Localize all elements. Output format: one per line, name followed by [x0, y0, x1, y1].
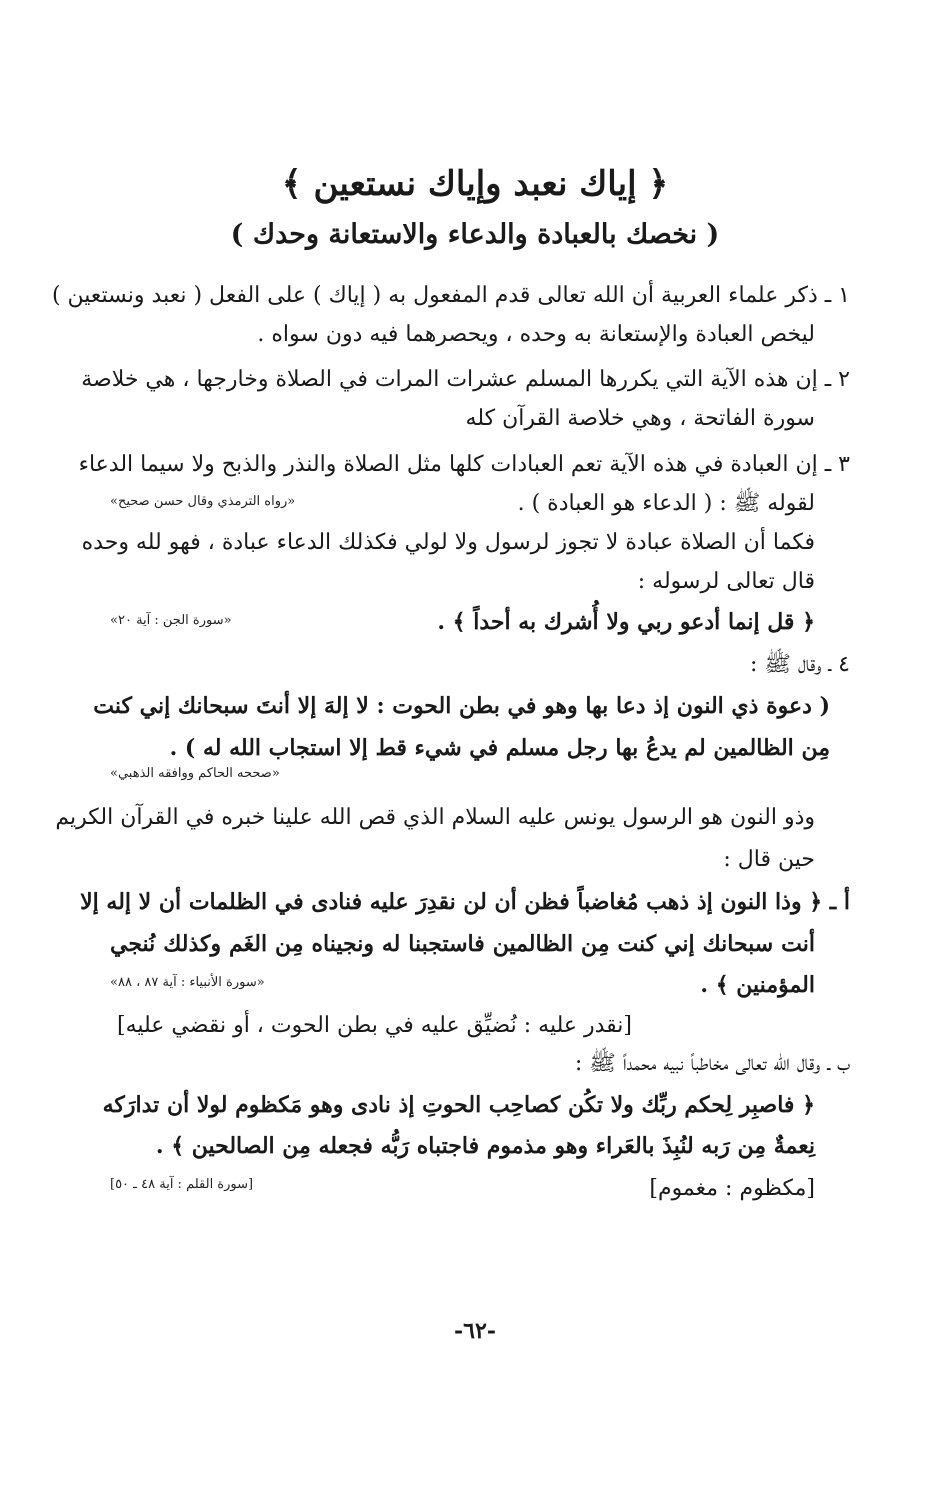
point-b-line-2: ﴿ فاصبِر لِحكم ربِّك ولا تكُن كصاحِب الحوتِ إذ نادى وهو مَكظوم لولا أن تدارَكه [102, 1092, 815, 1118]
point-a-line-1: أ ـ ﴿ وذا النون إذ ذهب مُغاضباً فظن أن لن نقدِرَ عليه فنادى في الظلمات أن لا إله إلا [80, 889, 850, 915]
paragraph-1-line-2: ليخص العبادة والإستعانة به وحده ، ويحصرهما فيه دون سواه . [257, 322, 815, 347]
paragraph-3-line-1: ٣ ـ إن العبادة في هذه الآية تعم العبادات كلها مثل الصلاة والنذر والذبح ولا سيما الدعاء [78, 452, 850, 477]
point-a-line-2: أنت سبحانك إني كنت مِن الظالمين فاستجبنا له ونجيناه مِن الغَم وكذلك نُنجي [110, 931, 815, 957]
paragraph-1-line-1: ١ ـ ذكر علماء العربية أن الله تعالى قدم المفعول به ( إياك ) على الفعل ( نعبد ونستعين ) [51, 283, 850, 308]
paragraph-3-line-2: لقوله ﷺ : ( الدعاء هو العبادة ) . [517, 491, 815, 516]
point-a-line-3: المؤمنين ﴾ . [700, 972, 815, 998]
verse-citation-qalam: [سورة القلم : آية ٤٨ ـ ٥٠] [110, 1177, 254, 1192]
page-subtitle: ( نخصك بالعبادة والدعاء والاستعانة وحدك ) [230, 219, 720, 250]
page-title: ﴿ إياك نعبد وإياك نستعين ﴾ [281, 164, 669, 204]
point-a-gloss: [نقدر عليه : نُضيِّق عليه في بطن الحوت ، أو نقضي عليه] [116, 1013, 632, 1038]
paragraph-2-line-1: ٢ ـ إن هذه الآية التي يكررها المسلم عشرات المرات في الصلاة وخارجها ، هي خلاصة [81, 367, 850, 392]
point-b-gloss: [مكظوم : مغموم] [649, 1176, 815, 1201]
hadith-dua-line-1: ( دعوة ذي النون إذ دعا بها وهو في بطن الحوت : لا إلهَ إلا أنتَ سبحانك إني كنت [93, 693, 830, 719]
point-b-line-3: نِعمةٌ مِن رَبه لنُبِذَ بالعَراء وهو مذموم فاجتباه رَبُّه فجعله مِن الصالحين ﴾ . [155, 1133, 815, 1159]
paragraph-3-line-3: فكما أن الصلاة عبادة لا تجوز لرسول ولا لولي فكذلك الدعاء عبادة ، فهو لله وحده [81, 530, 815, 555]
paragraph-3-line-4: قال تعالى لرسوله : [637, 569, 815, 594]
paragraph-4-line-4: وذو النون هو الرسول يونس عليه السلام الذي قص الله علينا خبره في القرآن الكريم [55, 805, 815, 830]
page-number: -٦٢- [454, 1318, 496, 1344]
paragraph-2-line-2: سورة الفاتحة ، وهي خلاصة القرآن كله [465, 406, 815, 431]
paragraph-4-line-1: ٤ ـ وقال ﷺ : [749, 652, 850, 677]
verse-citation-jinn: «سورة الجن : آية ٢٠» [110, 613, 232, 628]
paragraph-4-line-5: حين قال : [723, 847, 815, 872]
verse-citation-anbiya: «سورة الأنبياء : آية ٨٧ ، ٨٨» [110, 975, 265, 990]
hadith-citation: «رواه الترمذي وقال حسن صحيح» [110, 494, 296, 509]
quran-verse-jinn: ﴿ قل إنما أدعو ربي ولا أُشرك به أحداً ﴾ . [437, 609, 815, 635]
point-b-line-1: ب ـ وقال الله تعالى مخاطباً نبيه محمداً ﷺ : [574, 1051, 850, 1076]
hadith-dua-citation: «صححه الحاكم ووافقه الذهبي» [110, 766, 280, 781]
hadith-dua-line-2: مِن الظالمين لم يدعُ بها رجل مسلم في شيء قط إلا استجاب الله له ) . [169, 735, 830, 761]
